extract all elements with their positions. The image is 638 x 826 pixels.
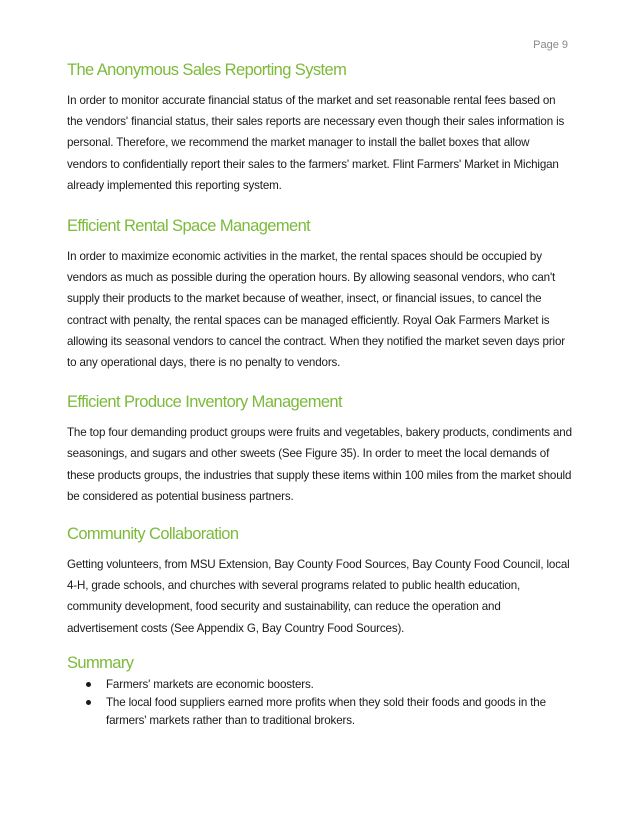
section-summary xyxy=(67,652,572,730)
section-rental-space-management xyxy=(67,214,572,373)
section-anonymous-sales-reporting xyxy=(67,58,572,196)
section-paragraph: In order to monitor accurate financial status of the market and set reasonable rental fees based on the vendors' financial status, their sales reports are necessary even though their sales information is personal. Therefore, we recommend the market manager to install the ballet boxes that allow vendors to confidentially report their sales to the farmers' market. Flint Farmers' Market in Michigan already implemented this reporting system. xyxy=(67,94,565,192)
section-community-collaboration xyxy=(67,522,572,639)
section-heading: The Anonymous Sales Reporting System xyxy=(67,61,347,79)
section-produce-inventory-management xyxy=(67,390,572,507)
summary-heading: Summary xyxy=(67,653,134,672)
section-heading: Community Collaboration xyxy=(67,525,239,544)
section-paragraph: Getting volunteers, from MSU Extension, Bay County Food Sources, Bay County Food Council, local 4-H, grade schools, and churches with several programs related to public health education, community development, food security and sustainability, can reduce the operation and advertisement costs (See Appendix G, Bay Country Food Sources). xyxy=(67,558,570,635)
summary-bullet-list xyxy=(67,676,572,730)
bullet-icon xyxy=(86,700,91,705)
summary-bullet-text: Farmers' markets are economic boosters. xyxy=(106,677,314,691)
section-paragraph: The top four demanding product groups were fruits and vegetables, bakery products, condiments and seasonings, and sugars and other sweets (See Figure 35). In order to meet the local demands of these products groups, the industries that supply these items within 100 miles from the market should be considered as potential business partners. xyxy=(67,426,572,503)
section-paragraph: In order to maximize economic activities in the market, the rental spaces should be occupied by vendors as much as possible during the operation hours. By allowing seasonal vendors, who can't supply their products to the market because of weather, insect, or financial issues, to cancel the contract with penalty, the rental spaces can be managed efficiently. Royal Oak Farmers Market is allowing its seasonal vendors to cancel the contract. When they notified the market seven days prior to any operational days, there is no penalty to vendors. xyxy=(67,250,565,370)
document-body xyxy=(67,58,572,746)
section-heading: Efficient Produce Inventory Management xyxy=(67,393,342,412)
summary-bullet-item xyxy=(82,694,572,730)
summary-bullet-item xyxy=(82,676,572,694)
bullet-icon xyxy=(86,682,91,687)
section-heading: Efficient Rental Space Management xyxy=(67,217,311,236)
page-number: Page 9 xyxy=(533,39,568,51)
summary-bullet-text: The local food suppliers earned more profits when they sold their foods and goods in the farmers' markets rather than to traditional brokers. xyxy=(106,695,546,727)
